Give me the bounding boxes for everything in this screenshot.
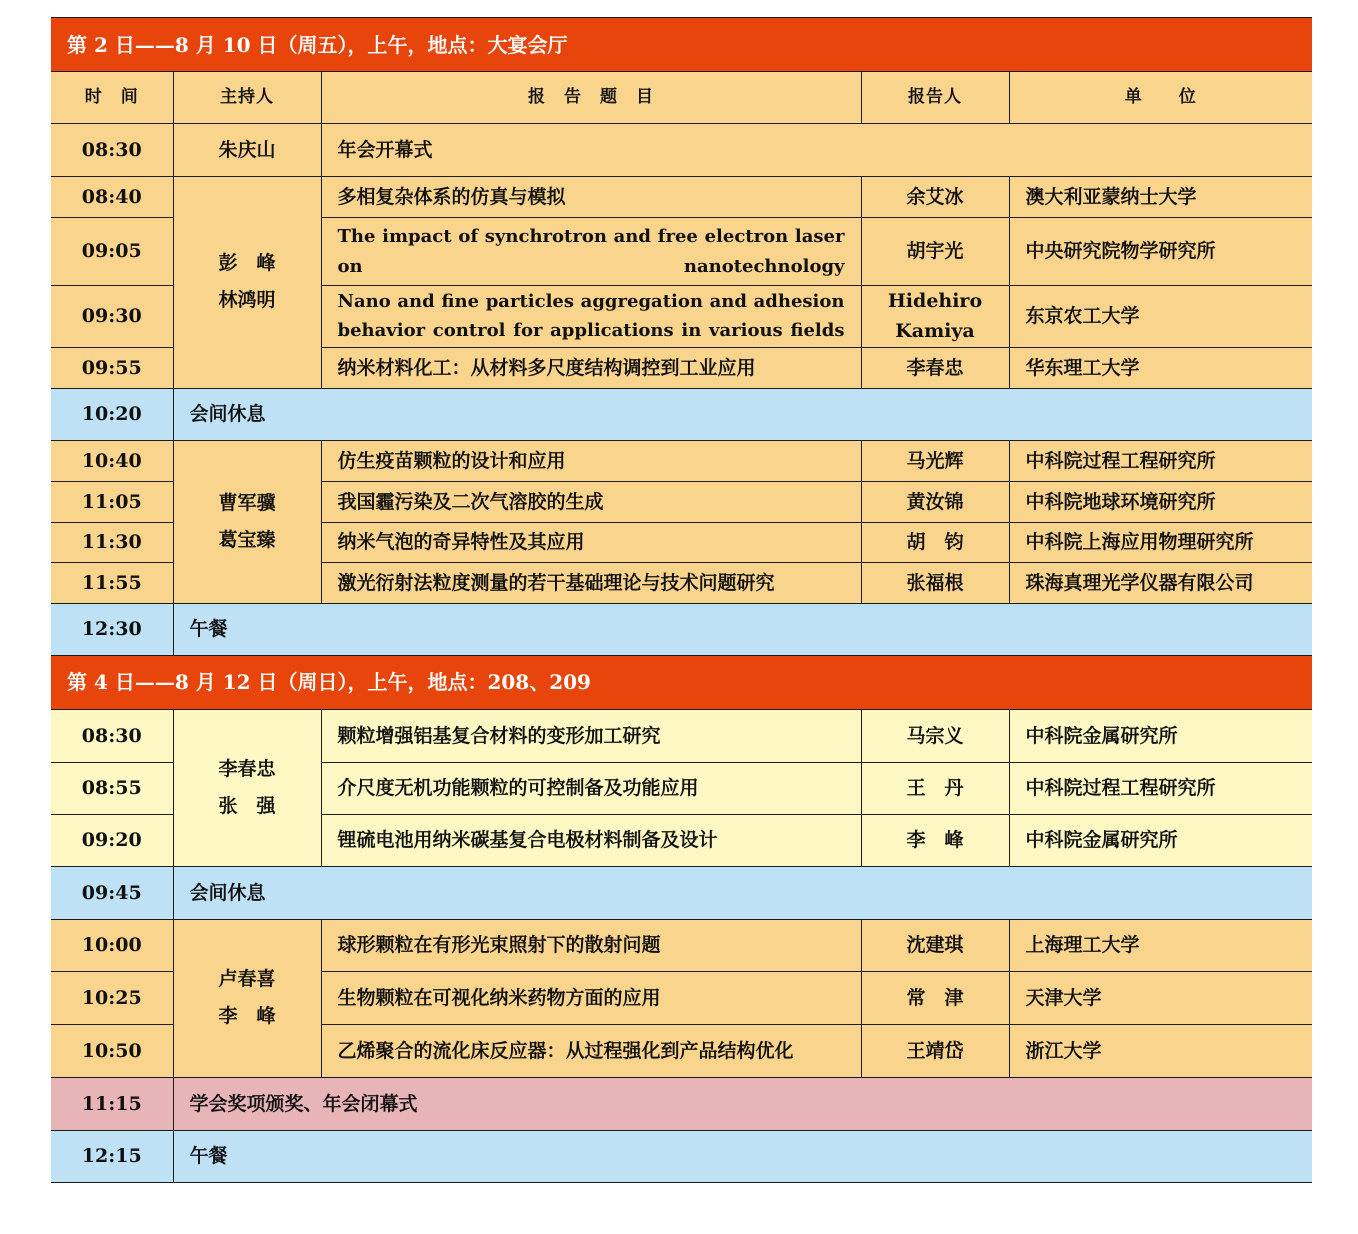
unit-cell: 中科院过程工程研究所: [1009, 762, 1312, 814]
speaker-cell: 常 津: [861, 971, 1009, 1024]
table-row: [51, 124, 1312, 177]
unit-cell: 浙江大学: [1009, 1024, 1312, 1077]
topic-cell: 多相复杂体系的仿真与模拟: [321, 177, 861, 218]
speaker-cell: 胡宇光: [861, 218, 1009, 286]
table-row: [51, 177, 1312, 218]
time-cell: 09:30: [51, 286, 173, 348]
ceremony-label: 学会奖项颁奖、年会闭幕式: [173, 1077, 1312, 1130]
topic-cell: 我国霾污染及二次气溶胶的生成: [321, 481, 861, 522]
break-row: [51, 388, 1312, 440]
table-row: [51, 440, 1312, 481]
host-name: 李 峰: [218, 1005, 276, 1028]
time-cell: 10:00: [51, 919, 173, 971]
topic-cell: 生物颗粒在可视化纳米药物方面的应用: [321, 971, 861, 1024]
time-cell: 10:40: [51, 440, 173, 481]
speaker-cell: 马光辉: [861, 440, 1009, 481]
unit-cell: 中科院金属研究所: [1009, 814, 1312, 866]
host-cell: [173, 919, 321, 1077]
host-cell: [173, 709, 321, 866]
host-cell: [173, 440, 321, 603]
host-name: 林鸿明: [218, 289, 276, 312]
host-name: 曹军骥: [218, 491, 276, 514]
speaker-cell: 马宗义: [861, 709, 1009, 762]
time-cell: 12:30: [51, 603, 173, 655]
time-cell: 11:30: [51, 522, 173, 562]
header-time: 时 间: [51, 72, 173, 124]
time-cell: 08:40: [51, 177, 173, 218]
lunch-row: [51, 1130, 1312, 1182]
schedule-table: [51, 17, 1312, 1183]
table-row: [51, 709, 1312, 762]
topic-cell: 纳米气泡的奇异特性及其应用: [321, 522, 861, 562]
speaker-cell: 余艾冰: [861, 177, 1009, 218]
header-topic: 报 告 题 目: [321, 72, 861, 124]
time-cell: 11:15: [51, 1077, 173, 1130]
break-label: 会间休息: [173, 388, 1312, 440]
header-speaker: 报告人: [861, 72, 1009, 124]
host-cell: [173, 177, 321, 389]
time-cell: 08:30: [51, 124, 173, 177]
topic-cell: 年会开幕式: [321, 124, 1312, 177]
time-cell: 09:20: [51, 814, 173, 866]
speaker-cell: 沈建琪: [861, 919, 1009, 971]
unit-cell: 中科院金属研究所: [1009, 709, 1312, 762]
time-cell: 10:20: [51, 388, 173, 440]
topic-cell: 乙烯聚合的流化床反应器：从过程强化到产品结构优化: [321, 1024, 861, 1077]
lunch-row: [51, 603, 1312, 655]
time-cell: 08:55: [51, 762, 173, 814]
unit-cell: 澳大利亚蒙纳士大学: [1009, 177, 1312, 218]
speaker-cell: 王靖岱: [861, 1024, 1009, 1077]
topic-cell: Nano and fine particles aggregation and adhesion behavior control for applications in various fields: [321, 286, 861, 348]
topic-cell: 仿生疫苗颗粒的设计和应用: [321, 440, 861, 481]
time-cell: 09:55: [51, 347, 173, 388]
speaker-cell: 张福根: [861, 562, 1009, 603]
topic-cell: The impact of synchrotron and free electron laser on nanotechnology: [321, 218, 861, 286]
topic-cell: 纳米材料化工：从材料多尺度结构调控到工业应用: [321, 347, 861, 388]
time-cell: 09:05: [51, 218, 173, 286]
time-cell: 10:50: [51, 1024, 173, 1077]
speaker-cell: 李 峰: [861, 814, 1009, 866]
unit-cell: 中科院过程工程研究所: [1009, 440, 1312, 481]
unit-cell: 中科院上海应用物理研究所: [1009, 522, 1312, 562]
day-title: 第 4 日——8 月 12 日（周日），上午，地点：208、209: [51, 655, 1312, 709]
lunch-label: 午餐: [173, 1130, 1312, 1182]
unit-cell: 东京农工大学: [1009, 286, 1312, 348]
unit-cell: 中央研究院物学研究所: [1009, 218, 1312, 286]
day-title: 第 2 日——8 月 10 日（周五），上午，地点：大宴会厅: [51, 18, 1312, 72]
unit-cell: 华东理工大学: [1009, 347, 1312, 388]
speaker-cell: 王 丹: [861, 762, 1009, 814]
break-row: [51, 866, 1312, 919]
time-cell: 12:15: [51, 1130, 173, 1182]
lunch-label: 午餐: [173, 603, 1312, 655]
host-name: 张 强: [218, 794, 276, 817]
time-cell: 08:30: [51, 709, 173, 762]
speaker-cell: 黄汝锦: [861, 481, 1009, 522]
topic-cell: 锂硫电池用纳米碳基复合电极材料制备及设计: [321, 814, 861, 866]
time-cell: 11:05: [51, 481, 173, 522]
host-name: 卢春喜: [218, 968, 276, 991]
topic-cell: 颗粒增强铝基复合材料的变形加工研究: [321, 709, 861, 762]
host-name: 李春忠: [218, 757, 276, 780]
day-title-row: [51, 655, 1312, 709]
unit-cell: 珠海真理光学仪器有限公司: [1009, 562, 1312, 603]
speaker-cell: 胡 钧: [861, 522, 1009, 562]
host-cell: 朱庆山: [173, 124, 321, 177]
host-name: 彭 峰: [218, 252, 276, 275]
ceremony-row: [51, 1077, 1312, 1130]
topic-cell: 球形颗粒在有形光束照射下的散射问题: [321, 919, 861, 971]
day-title-row: [51, 18, 1312, 72]
header-row: [51, 72, 1312, 124]
time-cell: 11:55: [51, 562, 173, 603]
topic-cell: 介尺度无机功能颗粒的可控制备及功能应用: [321, 762, 861, 814]
header-host: 主持人: [173, 72, 321, 124]
header-unit: 单 位: [1009, 72, 1312, 124]
table-row: [51, 919, 1312, 971]
host-name: 葛宝臻: [218, 528, 276, 551]
topic-cell: 激光衍射法粒度测量的若干基础理论与技术问题研究: [321, 562, 861, 603]
time-cell: 09:45: [51, 866, 173, 919]
unit-cell: 中科院地球环境研究所: [1009, 481, 1312, 522]
unit-cell: 天津大学: [1009, 971, 1312, 1024]
time-cell: 10:25: [51, 971, 173, 1024]
break-label: 会间休息: [173, 866, 1312, 919]
speaker-cell: 李春忠: [861, 347, 1009, 388]
unit-cell: 上海理工大学: [1009, 919, 1312, 971]
speaker-cell: Hidehiro Kamiya: [861, 286, 1009, 348]
